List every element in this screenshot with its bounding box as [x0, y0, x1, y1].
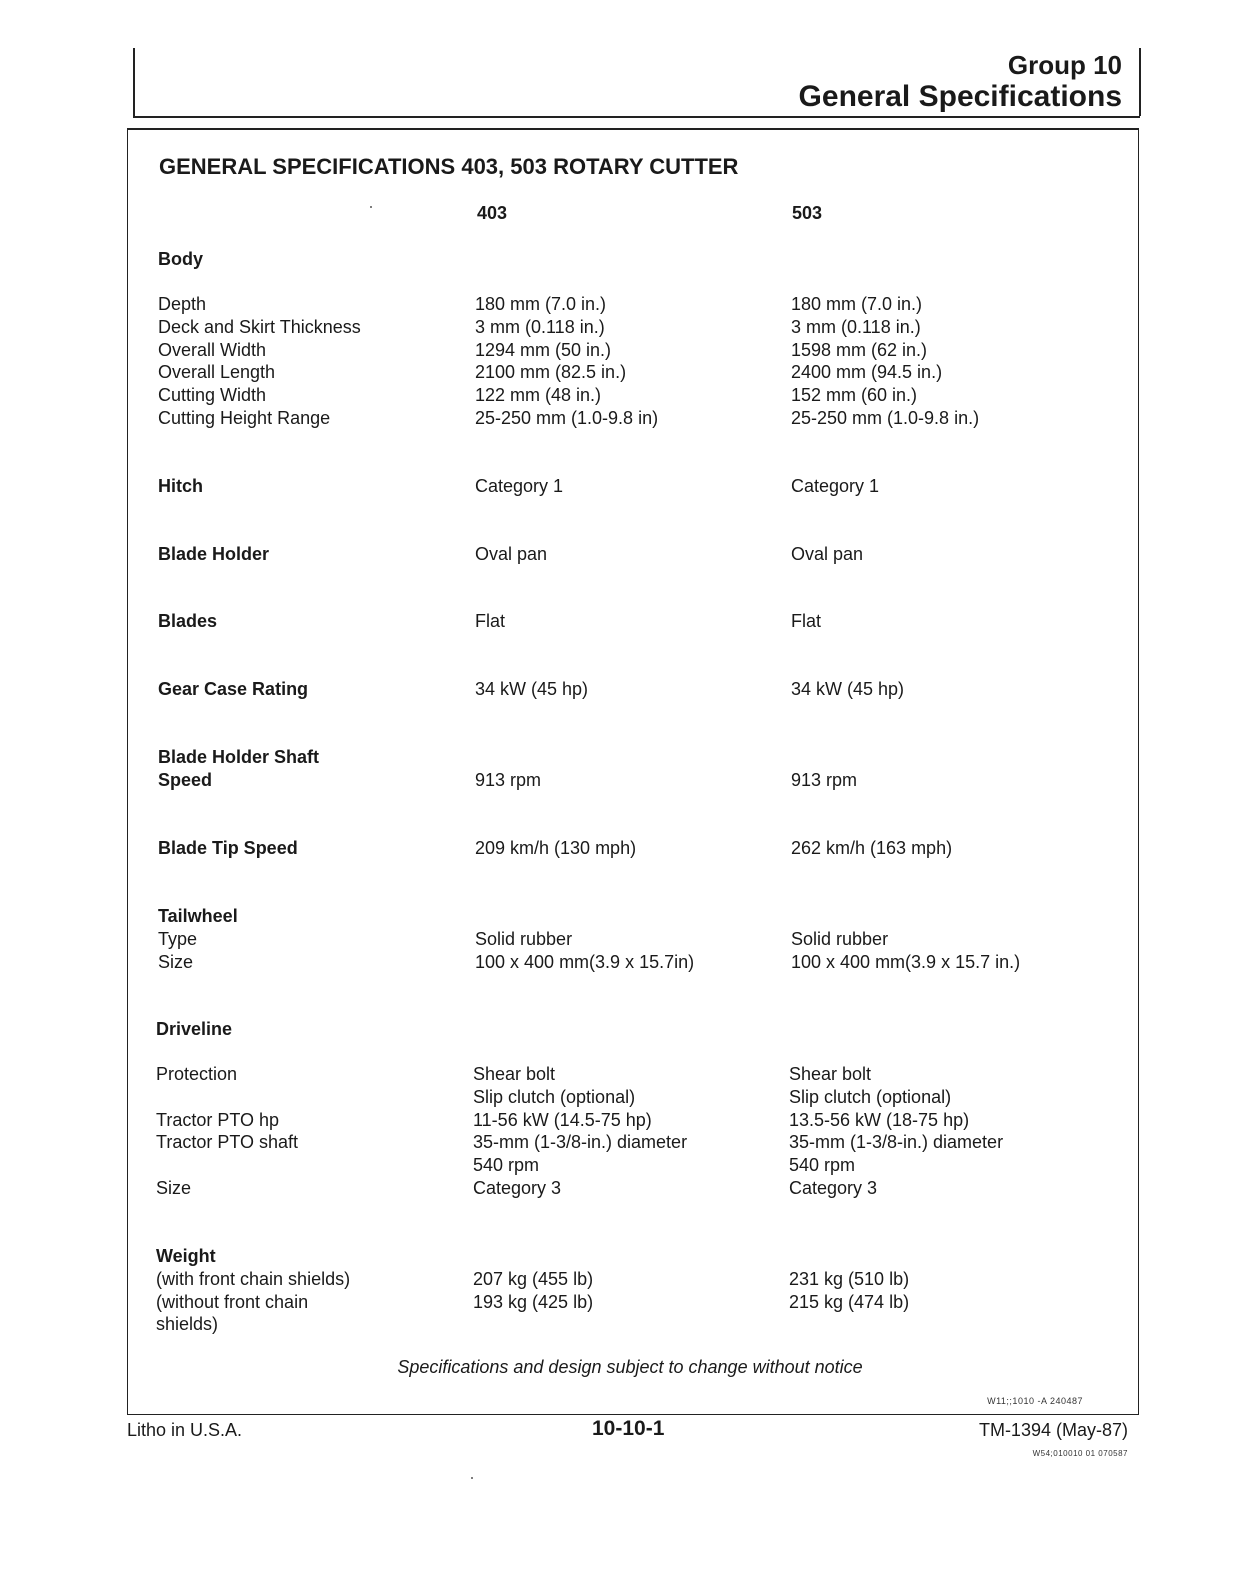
blade-holder-403: Oval pan	[475, 544, 548, 564]
tailwheel-labels	[158, 905, 458, 973]
spec-value: 35-mm (1-3/8-in.) diameter	[789, 1132, 1004, 1153]
spec-value: 1294 mm (50 in.)	[475, 339, 612, 360]
spec-value: Shear bolt	[789, 1064, 872, 1084]
spec-value: Slip clutch (optional)	[473, 1086, 636, 1107]
weight-503	[789, 1245, 1109, 1313]
section-label-weight: Weight	[156, 1246, 216, 1266]
column-header-403: 403	[477, 203, 508, 223]
footnote: Specifications and design subject to change without notice	[397, 1357, 863, 1377]
shaft-speed-503: 913 rpm	[791, 769, 858, 790]
body-values-403	[475, 293, 775, 430]
manual-id: TM-1394 (May-87)	[978, 1420, 1128, 1440]
driveline-403	[473, 1063, 773, 1200]
scan-speck	[370, 206, 372, 208]
blade-holder-503: Oval pan	[791, 544, 864, 564]
gear-case-403: 34 kW (45 hp)	[475, 679, 589, 699]
spec-label: Tractor PTO hp	[156, 1109, 280, 1130]
spec-value: 3 mm (0.118 in.)	[475, 316, 605, 337]
spec-label: Tractor PTO shaft	[156, 1132, 299, 1153]
header-rule-left	[133, 48, 135, 116]
shaft-speed-label-line-1: Blade Holder Shaft	[158, 747, 320, 767]
footer-code: W54;010010 01 070587	[1032, 1449, 1128, 1458]
weight-labels	[156, 1245, 371, 1336]
section-label-blades: Blades	[158, 611, 218, 631]
spec-value: 152 mm (60 in.)	[791, 385, 918, 406]
header-rule-right	[1139, 48, 1141, 116]
section-label-driveline: Driveline	[156, 1019, 233, 1039]
spec-value: Category 3	[473, 1177, 562, 1198]
blades-403: Flat	[475, 611, 506, 631]
driveline-503	[789, 1063, 1109, 1200]
tip-speed-503: 262 km/h (163 mph)	[791, 838, 953, 858]
spec-value: 207 kg (455 lb)	[473, 1268, 594, 1289]
spec-label: Size	[158, 951, 194, 972]
spec-value: 25-250 mm (1.0-9.8 in.)	[791, 407, 980, 428]
spec-value: 540 rpm	[473, 1155, 540, 1176]
spec-label: Depth	[158, 294, 207, 314]
header-rule-bottom	[133, 116, 1140, 118]
tailwheel-403	[475, 905, 775, 973]
footer-printed-in: Litho in U.S.A.	[127, 1420, 243, 1440]
spec-label: Size	[156, 1177, 192, 1198]
section-label-hitch: Hitch	[158, 476, 203, 496]
spec-value: Slip clutch (optional)	[789, 1086, 952, 1107]
spec-value: 122 mm (48 in.)	[475, 385, 602, 406]
spec-value: Solid rubber	[791, 928, 889, 949]
spec-label: Protection	[156, 1064, 238, 1084]
spec-value: 540 rpm	[789, 1155, 856, 1176]
page-number: 10-10-1	[592, 1417, 665, 1440]
tip-speed-403: 209 km/h (130 mph)	[475, 838, 637, 858]
body-labels	[158, 293, 458, 430]
spec-value: 2100 mm (82.5 in.)	[475, 362, 627, 383]
spec-value: Solid rubber	[475, 928, 573, 949]
spec-value: 193 kg (425 lb)	[473, 1291, 594, 1312]
shaft-speed-503-cell	[791, 746, 1111, 792]
spec-label: (without front chain shields)	[156, 1291, 309, 1335]
blades-503: Flat	[791, 611, 822, 631]
spec-value: 3 mm (0.118 in.)	[791, 316, 921, 337]
spec-title: GENERAL SPECIFICATIONS 403, 503 ROTARY CUTTER	[159, 154, 739, 179]
spec-label: (with front chain shields)	[156, 1268, 351, 1289]
shaft-speed-403: 913 rpm	[475, 769, 542, 790]
spec-value: 180 mm (7.0 in.)	[791, 294, 923, 314]
spec-value: 180 mm (7.0 in.)	[475, 294, 607, 314]
spec-value: 215 kg (474 lb)	[789, 1291, 910, 1312]
spec-label: Overall Length	[158, 362, 276, 383]
spec-value: 100 x 400 mm(3.9 x 15.7in)	[475, 951, 695, 972]
reference-code: W11;;1010 -A 240487	[987, 1396, 1083, 1406]
section-label-blade-holder: Blade Holder	[158, 544, 270, 564]
spec-value: 231 kg (510 lb)	[789, 1268, 910, 1289]
spec-value: 35-mm (1-3/8-in.) diameter	[473, 1132, 688, 1153]
spec-value: 2400 mm (94.5 in.)	[791, 362, 943, 383]
section-label-shaft-speed	[158, 746, 458, 792]
spec-value: 11-56 kW (14.5-75 hp)	[473, 1109, 652, 1130]
column-header-503: 503	[792, 203, 823, 223]
spec-label: Type	[158, 928, 198, 949]
driveline-labels	[156, 1063, 456, 1200]
hitch-403: Category 1	[475, 476, 564, 496]
shaft-speed-403-cell	[475, 746, 775, 792]
spec-label: Deck and Skirt Thickness	[158, 316, 361, 337]
spec-value: 1598 mm (62 in.)	[791, 339, 928, 360]
shaft-speed-label-line-2: Speed	[158, 769, 213, 790]
tailwheel-503	[791, 905, 1111, 973]
gear-case-503: 34 kW (45 hp)	[791, 679, 905, 699]
scan-speck	[471, 1477, 473, 1479]
body-values-503	[791, 293, 1111, 430]
spec-label: Cutting Width	[158, 385, 267, 406]
spec-label: Cutting Height Range	[158, 407, 331, 428]
spec-value: 25-250 mm (1.0-9.8 in)	[475, 407, 659, 428]
spec-value: 100 x 400 mm(3.9 x 15.7 in.)	[791, 951, 1021, 972]
group-label: Group 10	[1007, 50, 1122, 80]
section-label-gear-case: Gear Case Rating	[158, 679, 309, 699]
spec-label: Overall Width	[158, 339, 267, 360]
spec-value: 13.5-56 kW (18-75 hp)	[789, 1109, 970, 1130]
weight-403	[473, 1245, 773, 1313]
spec-value: Shear bolt	[473, 1064, 556, 1084]
spec-value: Category 3	[789, 1177, 878, 1198]
hitch-503: Category 1	[791, 476, 880, 496]
section-label-tailwheel: Tailwheel	[158, 906, 238, 926]
section-label-body: Body	[158, 249, 203, 269]
section-label-tip-speed: Blade Tip Speed	[158, 838, 298, 858]
group-title: General Specifications	[798, 80, 1122, 113]
